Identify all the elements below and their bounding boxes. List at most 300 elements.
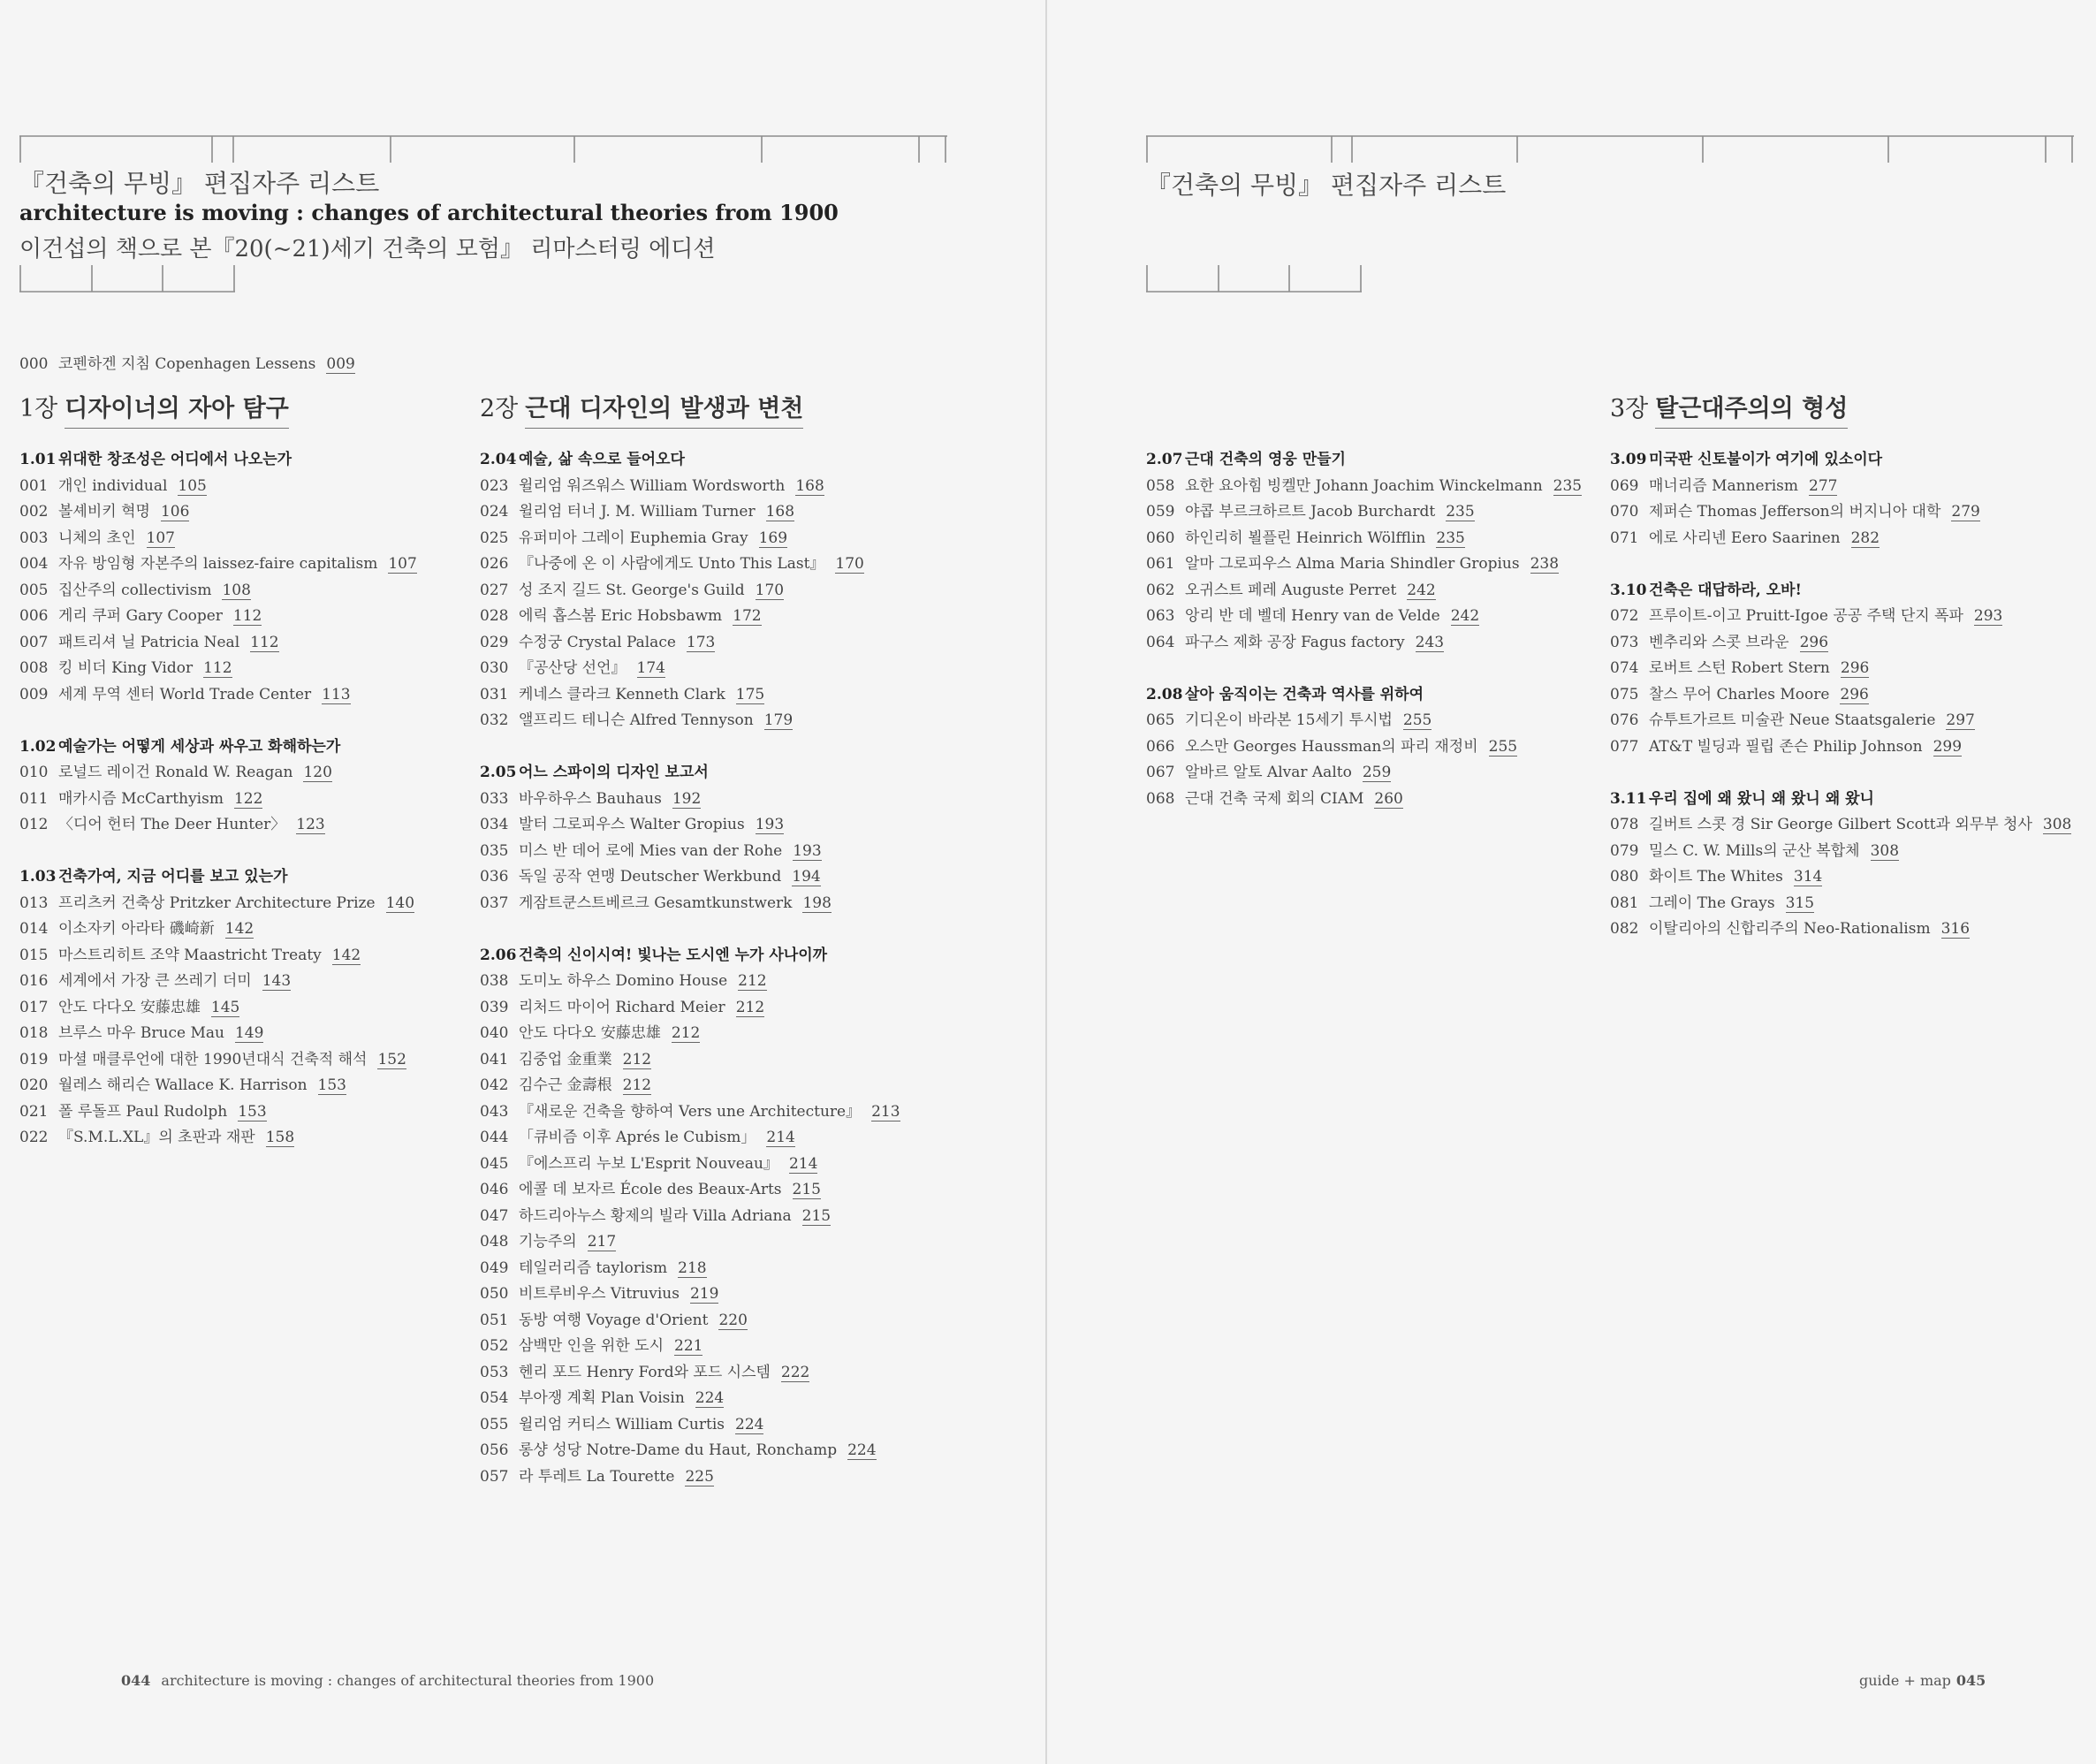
entry-page: 308 [2042, 816, 2072, 833]
entry-number: 082 [1610, 920, 1639, 938]
section [19, 864, 417, 1152]
list-item [19, 474, 417, 500]
entry-number: 058 [1146, 476, 1175, 495]
entry-label: 제퍼슨 Thomas Jefferson의 버지니아 대학 [1649, 503, 1941, 521]
entry-page: 149 [234, 1024, 264, 1042]
entry-number: 079 [1610, 841, 1639, 860]
section-heading [1610, 447, 2071, 474]
section [480, 447, 900, 734]
list-item [480, 1334, 900, 1360]
entry-page: 296 [1840, 659, 1870, 677]
entry-label: 『S.M.L.XL』의 초판과 재판 [58, 1129, 255, 1146]
entry-number: 041 [480, 1050, 509, 1068]
entry-number: 007 [19, 633, 49, 651]
entry-label: 「큐비즘 이후 Aprés le Cubism」 [519, 1129, 756, 1146]
entry-page: 168 [795, 476, 824, 495]
entry-number: 006 [19, 607, 49, 625]
entry-number: 001 [19, 476, 49, 495]
entry-label: 볼셰비키 혁명 [58, 503, 150, 521]
section [1610, 787, 2071, 943]
list-item [1610, 891, 2071, 917]
list-item [19, 656, 417, 682]
entry-number: 010 [19, 764, 49, 781]
list-item [480, 1308, 900, 1334]
entry-label: 야콥 부르크하르트 Jacob Burchardt [1185, 503, 1436, 521]
entry-label: 근대 건축 국제 회의 CIAM [1185, 789, 1364, 808]
list-item [19, 995, 417, 1022]
entry-number: 074 [1610, 659, 1639, 677]
entry-number: 049 [480, 1258, 509, 1277]
section [480, 943, 900, 1491]
intro-entry [19, 351, 355, 374]
list-item [19, 1021, 417, 1047]
list-item [1610, 708, 2071, 734]
entry-page: 282 [1850, 528, 1880, 547]
column-chapter-1 [19, 389, 417, 1177]
bottom-ruler-decoration [19, 265, 237, 293]
entry-label: 로버트 스턴 Robert Stern [1649, 659, 1830, 677]
list-item [480, 787, 900, 813]
list-item [1610, 839, 2071, 865]
list-item [480, 1281, 900, 1308]
entry-number: 019 [19, 1050, 49, 1068]
entry-number: 012 [19, 816, 49, 833]
entry-number: 051 [480, 1311, 509, 1329]
section-number: 1.03 [19, 868, 57, 886]
entry-number: 060 [1146, 528, 1175, 547]
entry-label: 폴 루돌프 Paul Rudolph [58, 1102, 228, 1121]
entry-label: 그레이 The Grays [1649, 893, 1775, 912]
entry-number: 048 [480, 1233, 509, 1251]
entry-page: 215 [792, 1181, 821, 1198]
chapter-heading [19, 389, 417, 428]
list-item [1146, 630, 1582, 657]
section-heading [1610, 578, 2071, 604]
list-item [480, 1073, 900, 1099]
list-item [480, 864, 900, 891]
section-title: 근대 건축의 영웅 만들기 [1185, 451, 1346, 468]
entry-page: 225 [685, 1467, 714, 1486]
entry-page: 170 [755, 581, 785, 599]
list-item [1610, 864, 2071, 891]
entry-number: 056 [480, 1441, 509, 1459]
section-number: 2.06 [480, 946, 517, 964]
entry-page: 255 [1402, 711, 1432, 729]
entry-label: 니체의 초인 [58, 528, 136, 547]
entry-page: 152 [377, 1050, 406, 1068]
entry-page: 315 [1785, 893, 1815, 912]
entry-page: 255 [1488, 737, 1518, 756]
entry-label: 김중업 金重業 [519, 1050, 612, 1068]
entry-label: 슈투트가르트 미술관 Neue Staatsgalerie [1649, 711, 1936, 729]
list-item [480, 1047, 900, 1074]
entry-number: 036 [480, 868, 509, 886]
entry-page: 112 [250, 633, 279, 651]
entry-label: 기능주의 [519, 1233, 577, 1251]
list-item [480, 551, 900, 578]
entry-page: 212 [735, 998, 765, 1016]
entry-label: 『나중에 온 이 사람에게도 Unto This Last』 [519, 555, 825, 573]
right-footer [1859, 1672, 1986, 1689]
entry-number: 015 [19, 946, 49, 964]
entry-page: 277 [1809, 476, 1838, 495]
top-ruler-decoration [19, 134, 947, 163]
section-heading [19, 734, 417, 761]
section [480, 760, 900, 916]
list-item [480, 630, 900, 657]
entry-page: 122 [233, 789, 263, 808]
entry-number: 062 [1146, 581, 1175, 599]
list-item [1610, 499, 2071, 526]
page-number: 044 [121, 1672, 151, 1689]
list-item [480, 682, 900, 709]
entry-label: 게잠트쿤스트베르크 Gesamtkunstwerk [519, 893, 793, 912]
entry-page: 235 [1436, 528, 1465, 547]
entry-label: 세계 무역 센터 World Trade Center [58, 685, 312, 703]
book-subtitle: 이건섭의 책으로 본『20(~21)세기 건축의 모험』 리마스터링 에디션 [19, 236, 716, 262]
section-heading [480, 447, 900, 474]
entry-page: 107 [388, 555, 417, 573]
entry-number: 071 [1610, 528, 1639, 547]
entry-number: 057 [480, 1467, 509, 1486]
list-item [1610, 604, 2071, 630]
entry-number: 044 [480, 1129, 509, 1146]
entry-number: 004 [19, 555, 49, 573]
entry-label: 『새로운 건축을 향하여 Vers une Architecture』 [519, 1102, 862, 1121]
entry-number: 070 [1610, 503, 1639, 521]
entry-label: 바우하우스 Bauhaus [519, 789, 662, 808]
entry-number: 021 [19, 1102, 49, 1121]
section-title: 예술, 삶 속으로 들어오다 [519, 451, 685, 468]
chapter-heading [480, 389, 900, 428]
entry-page: 214 [766, 1129, 795, 1146]
list-item [19, 891, 417, 917]
list-item [480, 656, 900, 682]
entry-number: 077 [1610, 737, 1639, 756]
entry-label: 밀스 C. W. Mills의 군산 복합체 [1649, 841, 1860, 860]
chapter-number: 2장 [480, 395, 519, 422]
entry-page: 221 [674, 1337, 703, 1355]
section-number: 3.09 [1610, 451, 1647, 468]
entry-label: 리처드 마이어 Richard Meier [519, 998, 725, 1016]
entry-page: 219 [689, 1285, 719, 1303]
bottom-ruler-decoration [1146, 265, 1363, 293]
entry-label: 이소자키 아라타 磯崎新 [58, 920, 215, 938]
entry-number: 020 [19, 1076, 49, 1094]
entry-number: 039 [480, 998, 509, 1016]
entry-label: 삼백만 인을 위한 도시 [519, 1337, 664, 1355]
entry-number: 066 [1146, 737, 1175, 756]
entry-number: 052 [480, 1337, 509, 1355]
list-item [19, 943, 417, 969]
entry-number: 008 [19, 659, 49, 677]
entry-number: 075 [1610, 685, 1639, 703]
section-title: 우리 집에 왜 왔니 왜 왔니 왜 왔니 [1649, 789, 1874, 808]
list-item [480, 708, 900, 734]
entry-label: 안도 다다오 安藤忠雄 [58, 998, 201, 1016]
entry-label: 마스트리히트 조약 Maastricht Treaty [58, 946, 322, 964]
entry-label: 알마 그로피우스 Alma Maria Shindler Gropius [1185, 555, 1520, 573]
entry-number: 064 [1146, 633, 1175, 651]
entry-number: 016 [19, 972, 49, 990]
entry-label: 동방 여행 Voyage d'Orient [519, 1311, 709, 1329]
entry-number: 053 [480, 1363, 509, 1381]
list-item [480, 1125, 900, 1152]
list-item [19, 1099, 417, 1126]
entry-label: 테일러리즘 taylorism [519, 1258, 668, 1277]
entry-number: 011 [19, 789, 49, 808]
entry-label: 성 조지 길드 St. George's Guild [519, 581, 745, 599]
entry-label: 마셜 매클루언에 대한 1990년대식 건축적 해석 [58, 1050, 368, 1068]
section-number: 2.07 [1146, 451, 1183, 468]
entry-label: 발터 그로피우스 Walter Gropius [519, 816, 745, 833]
entry-number: 067 [1146, 764, 1175, 781]
entry-label: 비트루비우스 Vitruvius [519, 1285, 680, 1303]
list-item [19, 1047, 417, 1074]
list-item [1146, 760, 1582, 787]
list-item [480, 1204, 900, 1230]
entry-number: 068 [1146, 789, 1175, 808]
entry-page: 314 [1793, 868, 1823, 886]
chapter-title: 디자이너의 자아 탐구 [65, 395, 289, 429]
entry-page: 212 [622, 1050, 652, 1068]
chapter-number: 1장 [19, 395, 58, 422]
entry-page: 009 [326, 355, 355, 373]
entry-number: 040 [480, 1024, 509, 1042]
entry-page: 243 [1415, 633, 1445, 651]
entry-number: 027 [480, 581, 509, 599]
entry-page: 296 [1799, 633, 1829, 651]
entry-label: 집산주의 collectivism [58, 581, 212, 599]
section [1146, 447, 1582, 656]
section-heading [19, 447, 417, 474]
entry-label: 매카시즘 McCarthyism [58, 789, 224, 808]
entry-page: 213 [871, 1102, 900, 1121]
entry-label: 프루이트-이고 Pruitt-Igoe 공공 주택 단지 폭파 [1649, 607, 1963, 625]
section-number: 2.05 [480, 764, 517, 781]
entry-page: 224 [847, 1441, 877, 1459]
entry-page: 308 [1870, 841, 1900, 860]
entry-label: 도미노 하우스 Domino House [519, 972, 728, 990]
entry-label: 찰스 무어 Charles Moore [1649, 685, 1830, 703]
entry-label: 케네스 클라크 Kenneth Clark [519, 685, 725, 703]
entry-page: 296 [1840, 685, 1869, 703]
entry-page: 218 [678, 1258, 707, 1277]
entry-page: 259 [1362, 764, 1392, 781]
entry-label: 윌리엄 터너 J. M. William Turner [519, 503, 756, 521]
entry-number: 065 [1146, 711, 1175, 729]
entry-label: 에로 사리넨 Eero Saarinen [1649, 528, 1841, 547]
list-item [19, 604, 417, 630]
entry-label: 오스만 Georges Haussman의 파리 재정비 [1185, 737, 1478, 756]
entry-page: 214 [788, 1154, 818, 1173]
section [1610, 447, 2071, 551]
entry-page: 179 [763, 711, 794, 729]
list-item [1610, 734, 2071, 761]
list-item [480, 812, 900, 839]
entry-label: 길버트 스콧 경 Sir George Gilbert Scott과 외무부 청사 [1649, 816, 2032, 833]
entry-label: 하인리히 뵐플린 Heinrich Wölfflin [1185, 528, 1426, 547]
list-item [480, 1256, 900, 1282]
page-number: 045 [1956, 1672, 1986, 1689]
entry-number: 031 [480, 685, 509, 703]
entry-page: 217 [587, 1233, 617, 1251]
entry-number: 026 [480, 555, 509, 573]
entry-number: 024 [480, 503, 509, 521]
entry-number: 028 [480, 607, 509, 625]
section-number: 3.11 [1610, 789, 1647, 808]
list-item [480, 891, 900, 917]
entry-page: 238 [1530, 555, 1560, 573]
list-item [1610, 474, 2071, 500]
entry-page: 108 [222, 581, 251, 599]
entry-number: 035 [480, 841, 509, 860]
entry-number: 003 [19, 528, 49, 547]
column-chapter-2 [480, 389, 900, 1517]
entry-label: 자유 방임형 자본주의 laissez-faire capitalism [58, 555, 378, 573]
entry-page: 293 [1973, 607, 2003, 625]
entry-number: 037 [480, 893, 509, 912]
entry-page: 242 [1450, 607, 1480, 625]
entry-label: 〈디어 헌터 The Deer Hunter〉 [58, 816, 286, 833]
entry-page: 169 [758, 528, 788, 547]
entry-label: 윌리엄 커티스 William Curtis [519, 1415, 725, 1433]
entry-number: 030 [480, 659, 509, 677]
entry-number: 072 [1610, 607, 1639, 625]
entry-page: 297 [1946, 711, 1975, 729]
entry-label: 수정궁 Crystal Palace [519, 633, 676, 651]
entry-page: 112 [232, 607, 262, 625]
list-item [480, 499, 900, 526]
entry-label: 윌리엄 워즈워스 William Wordsworth [519, 476, 786, 495]
right-page [1047, 0, 2096, 1764]
book-title-en: architecture is moving : changes of architectural theories from 1900 [19, 200, 839, 225]
list-item [1146, 474, 1582, 500]
entry-label: 브루스 마우 Bruce Mau [58, 1024, 224, 1042]
list-item [1146, 787, 1582, 813]
entry-page: 172 [733, 607, 762, 625]
section-title: 어느 스파이의 디자인 보고서 [519, 764, 709, 781]
list-item [480, 969, 900, 995]
entry-label: 게리 쿠퍼 Gary Cooper [58, 607, 223, 625]
section-heading [1146, 682, 1582, 709]
list-item [1610, 916, 2071, 943]
list-item [19, 812, 417, 839]
entry-number: 018 [19, 1024, 49, 1042]
entry-label: 롱샹 성당 Notre-Dame du Haut, Ronchamp [519, 1441, 838, 1459]
entry-number: 076 [1610, 711, 1639, 729]
entry-number: 047 [480, 1206, 509, 1225]
entry-number: 023 [480, 476, 509, 495]
entry-page: 142 [331, 946, 361, 964]
entry-label: 세계에서 가장 큰 쓰레기 더미 [58, 972, 252, 990]
entry-page: 173 [686, 633, 716, 651]
entry-number: 073 [1610, 633, 1639, 651]
entry-number: 078 [1610, 816, 1639, 833]
list-item [480, 1412, 900, 1439]
entry-label: 김수근 金壽根 [519, 1076, 612, 1094]
entry-number: 025 [480, 528, 509, 547]
list-item [480, 1360, 900, 1387]
book-title-ko: 『건축의 무빙』 편집자주 리스트 [19, 169, 380, 198]
entry-number: 054 [480, 1389, 509, 1407]
list-item [480, 995, 900, 1022]
list-item [480, 1438, 900, 1464]
list-item [480, 1099, 900, 1126]
entry-label: 에릭 홉스봄 Eric Hobsbawm [519, 607, 723, 625]
entry-number: 032 [480, 711, 509, 729]
entry-page: 235 [1446, 503, 1475, 521]
entry-number: 029 [480, 633, 509, 651]
entry-page: 224 [695, 1389, 725, 1407]
entry-page: 279 [1951, 503, 1980, 521]
section [1146, 682, 1582, 813]
entry-label: 로널드 레이건 Ronald W. Reagan [58, 764, 293, 781]
entry-label: 헨리 포드 Henry Ford와 포드 시스템 [519, 1363, 771, 1381]
list-item [1146, 604, 1582, 630]
list-item [19, 682, 417, 709]
list-item [19, 499, 417, 526]
entry-page: 260 [1374, 789, 1403, 808]
entry-page: 107 [146, 528, 175, 547]
entry-label: 이탈리아의 신합리주의 Neo-Rationalism [1649, 920, 1931, 938]
column-chapter-2-cont [1146, 447, 1582, 839]
entry-number: 005 [19, 581, 49, 599]
list-item [480, 1386, 900, 1412]
entry-page: 105 [178, 476, 207, 495]
entry-label: 유퍼미아 그레이 Euphemia Gray [519, 528, 748, 547]
chapter-title: 근대 디자인의 발생과 변천 [525, 395, 803, 429]
entry-page: 140 [385, 893, 415, 912]
list-item [480, 1464, 900, 1491]
section-heading [1610, 787, 2071, 813]
entry-label: 오귀스트 페레 Auguste Perret [1185, 581, 1397, 599]
section-number: 1.01 [19, 451, 57, 468]
list-item [19, 916, 417, 943]
section-title: 건축의 신이시여! 빛나는 도시엔 누가 사나이까 [519, 946, 828, 964]
list-item [480, 1229, 900, 1256]
running-title: architecture is moving : changes of architectural theories from 1900 [161, 1672, 655, 1689]
entry-number: 063 [1146, 607, 1175, 625]
section-heading [1146, 447, 1582, 474]
list-item [1146, 734, 1582, 761]
entry-page: 158 [265, 1129, 295, 1146]
entry-page: 215 [801, 1206, 832, 1225]
entry-number: 080 [1610, 868, 1639, 886]
entry-page: 220 [718, 1311, 748, 1329]
entry-number: 017 [19, 998, 49, 1016]
entry-number: 014 [19, 920, 49, 938]
list-item [1146, 578, 1582, 604]
section-heading [19, 864, 417, 891]
entry-page: 222 [780, 1363, 810, 1381]
entry-number: 050 [480, 1285, 509, 1303]
entry-label: 킹 비더 King Vidor [58, 659, 194, 677]
section-title: 예술가는 어떻게 세상과 싸우고 화해하는가 [58, 737, 341, 756]
list-item [1610, 812, 2071, 839]
entry-label: 월레스 해리슨 Wallace K. Harrison [58, 1076, 308, 1094]
entry-page: 175 [735, 685, 765, 703]
entry-label: 앨프리드 테니슨 Alfred Tennyson [519, 711, 754, 729]
section-title: 위대한 창조성은 어디에서 나오는가 [58, 451, 292, 468]
entry-page: 235 [1553, 476, 1583, 495]
entry-number: 034 [480, 816, 509, 833]
entry-number: 042 [480, 1076, 509, 1094]
entry-page: 224 [735, 1415, 764, 1433]
list-item [480, 1021, 900, 1047]
entry-label: 화이트 The Whites [1649, 868, 1783, 886]
list-item [480, 474, 900, 500]
